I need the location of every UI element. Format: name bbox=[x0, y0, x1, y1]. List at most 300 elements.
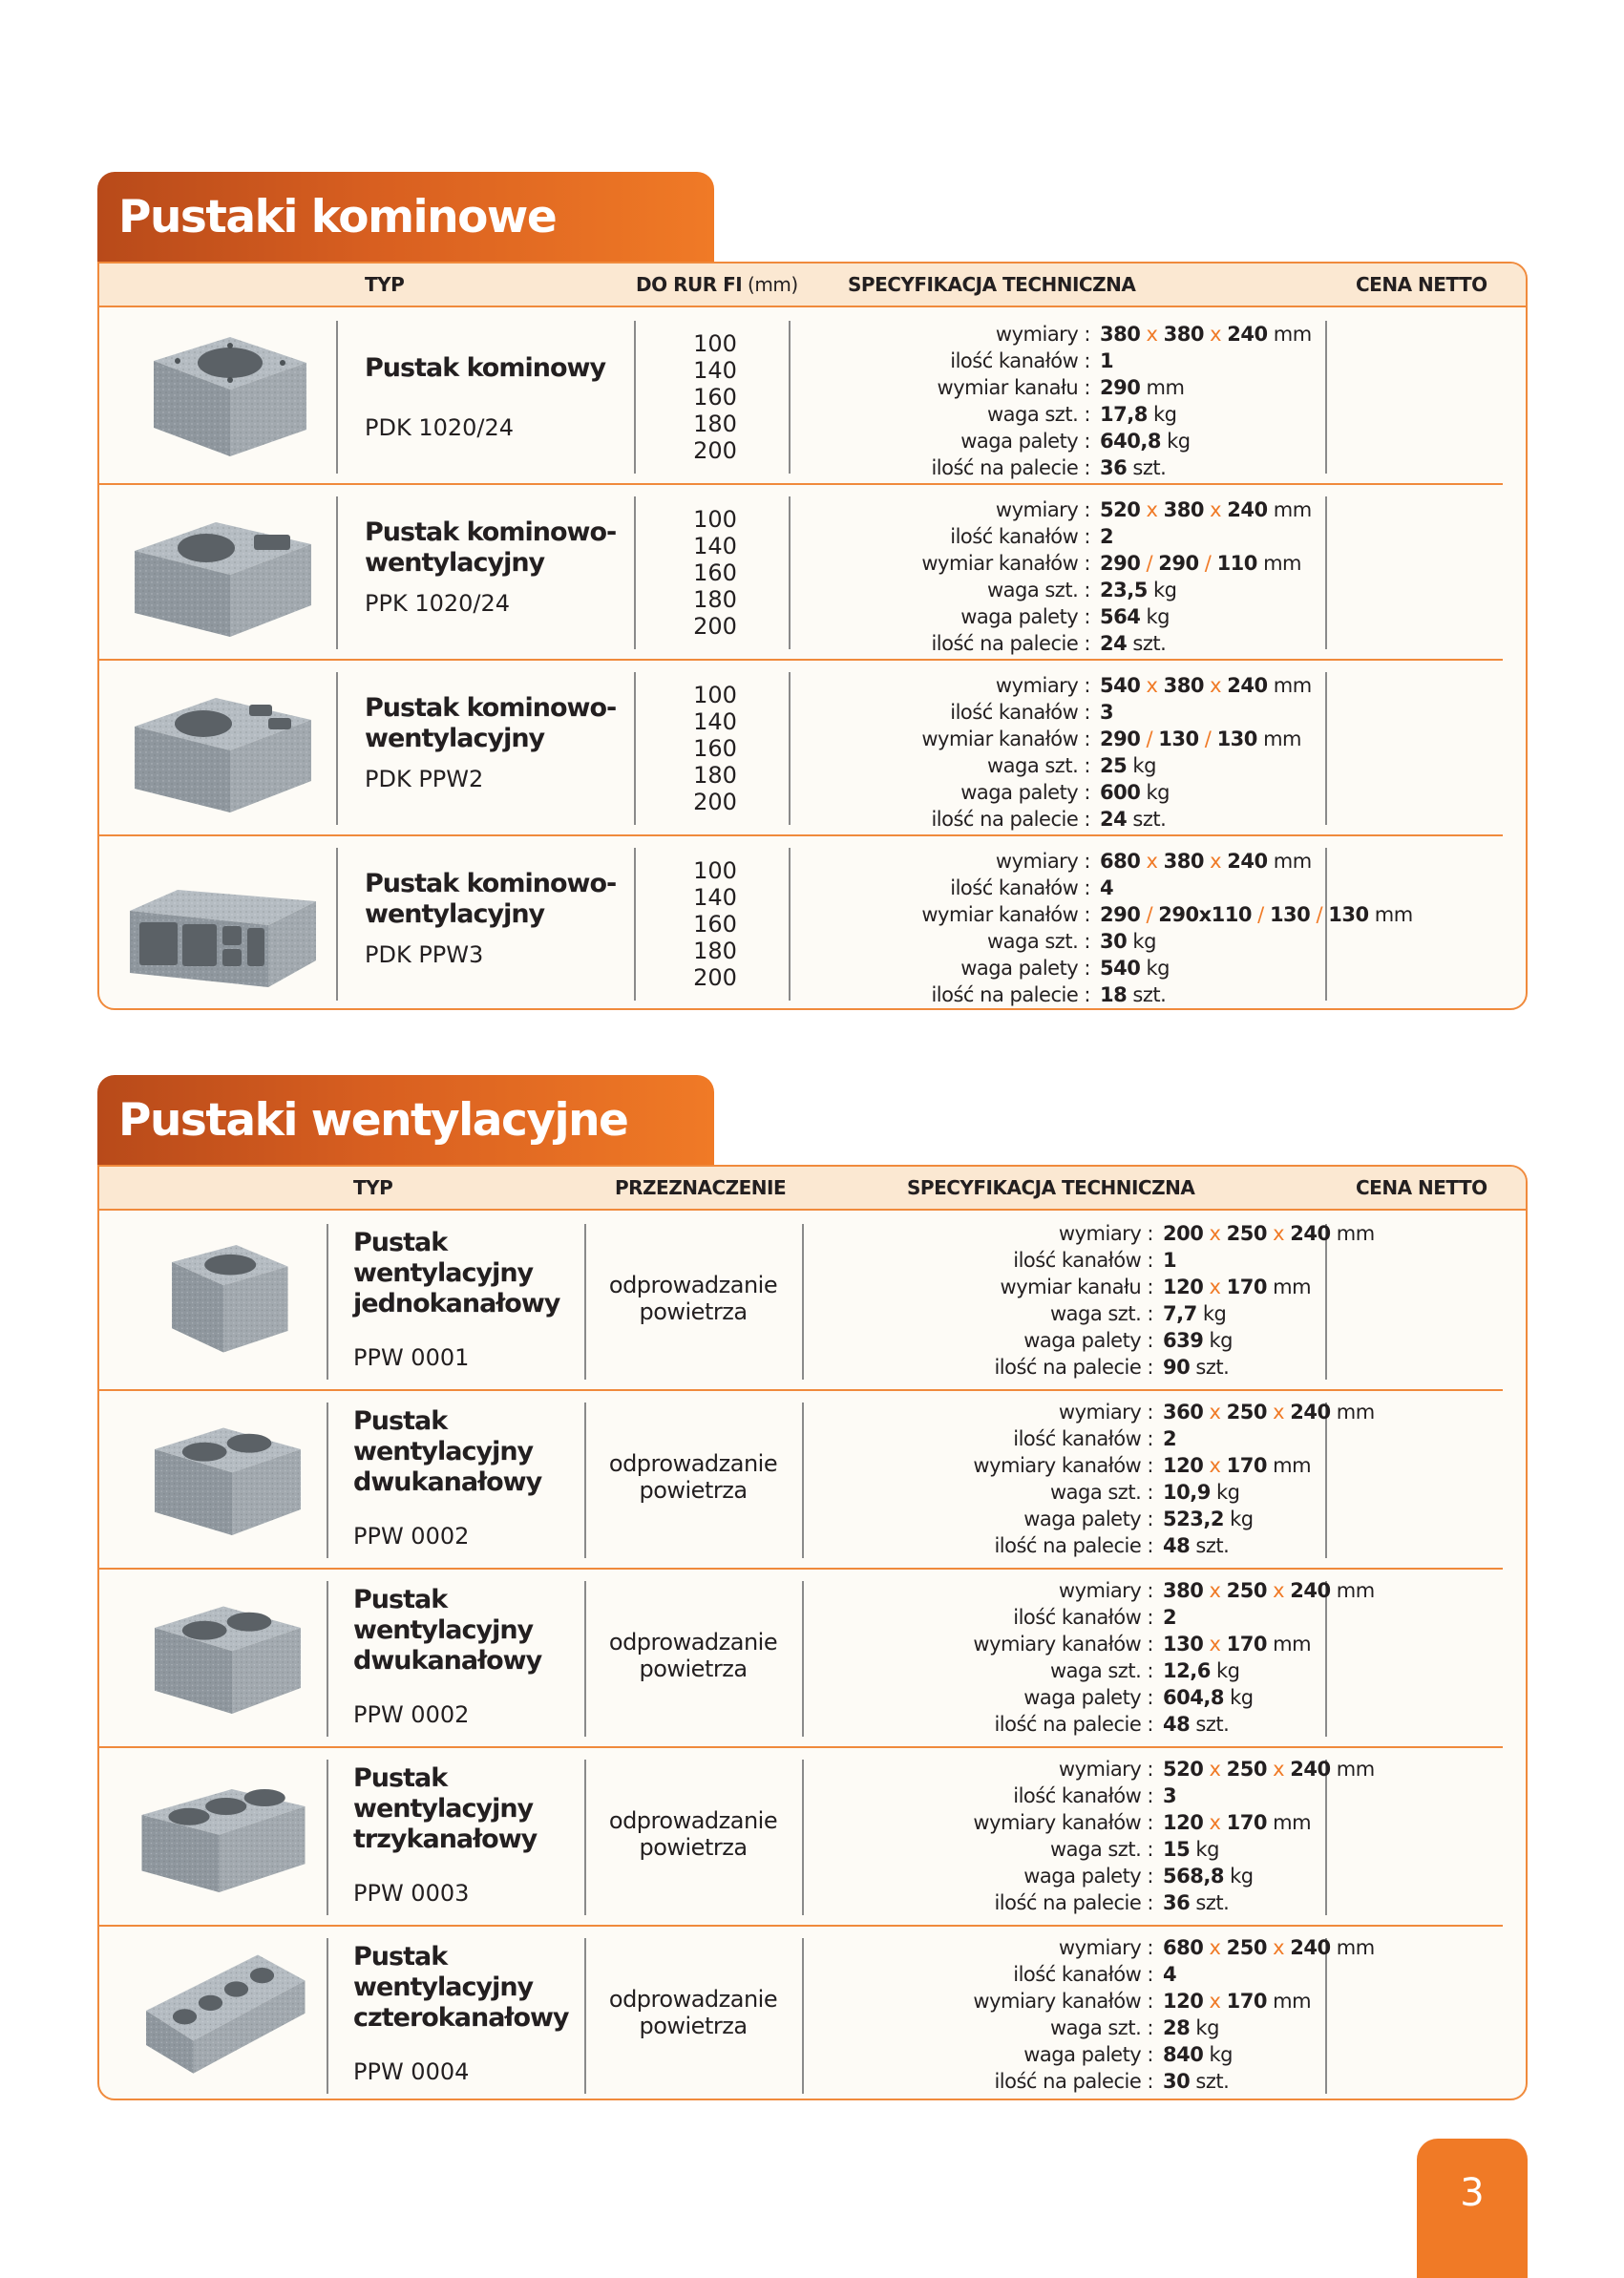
purpose-text: odprowadzanie powietrza bbox=[608, 1807, 778, 1861]
column-divider bbox=[584, 1581, 586, 1737]
spec-value-part: 639 bbox=[1163, 1329, 1204, 1352]
product-name: Pustak kominowo- wentylacyjny bbox=[365, 869, 617, 929]
spec-line bbox=[806, 1247, 1321, 1274]
spec-value-part: / bbox=[1140, 552, 1159, 575]
column-divider bbox=[802, 1938, 804, 2094]
product-image bbox=[120, 498, 321, 645]
spec-value-part: mm bbox=[1267, 850, 1312, 873]
spec-value-part: 540 bbox=[1100, 957, 1141, 980]
column-divider bbox=[327, 1938, 328, 2094]
spec-value-part: x bbox=[1266, 1758, 1291, 1781]
spec-value-part: mm bbox=[1330, 1758, 1375, 1781]
pipe-diameters: 100 140 160 180 200 bbox=[693, 682, 737, 815]
purpose-text: odprowadzanie powietrza bbox=[608, 1986, 778, 2039]
spec-value-part: 240 bbox=[1227, 323, 1268, 346]
spec-value-part: x bbox=[1203, 1936, 1227, 1959]
spec-value-part: 240 bbox=[1290, 1936, 1331, 1959]
spec-value-part: 30 bbox=[1163, 2070, 1191, 2093]
spec-value-part: 540 bbox=[1100, 674, 1141, 697]
pipe-diameters: 100 140 160 180 200 bbox=[693, 330, 737, 464]
spec-value bbox=[1163, 1354, 1229, 1381]
spec-line bbox=[806, 1782, 1321, 1809]
product-name: Pustak kominowo- wentylacyjny bbox=[365, 517, 617, 578]
product-image bbox=[137, 1230, 309, 1367]
spec-list bbox=[806, 1756, 1375, 1916]
spec-value-part: 4 bbox=[1100, 876, 1114, 899]
spec-label: wymiary : bbox=[995, 498, 1090, 521]
spec-value-part: 520 bbox=[1163, 1758, 1204, 1781]
spec-label: wymiary kanałów : bbox=[973, 1633, 1153, 1656]
spec-value-part: 290 bbox=[1100, 903, 1141, 926]
spec-value-part: 24 bbox=[1100, 632, 1128, 655]
spec-line bbox=[806, 1532, 1321, 1559]
spec-value bbox=[1100, 428, 1191, 454]
spec-value bbox=[1100, 321, 1312, 348]
spec-value-part: 90 bbox=[1163, 1356, 1191, 1379]
spec-value-part: 380 bbox=[1163, 323, 1204, 346]
spec-line bbox=[806, 1577, 1375, 1604]
spec-value bbox=[1100, 401, 1177, 428]
spec-label: ilość na palecie : bbox=[931, 983, 1090, 1006]
spec-value-part: 640,8 bbox=[1100, 430, 1161, 453]
spec-value-part: mm bbox=[1266, 1454, 1312, 1477]
spec-label: wymiary : bbox=[995, 674, 1090, 697]
spec-value-part: 200 bbox=[1163, 1222, 1204, 1245]
spec-label: wymiar kanałów : bbox=[921, 728, 1090, 750]
spec-line bbox=[768, 779, 1340, 806]
spec-value bbox=[1163, 1657, 1240, 1684]
spec-value bbox=[1163, 1452, 1311, 1479]
spec-value-part: 1 bbox=[1100, 349, 1114, 372]
spec-value-part: / bbox=[1198, 552, 1217, 575]
spec-value-part: 380 bbox=[1163, 850, 1204, 873]
section-tab bbox=[97, 172, 714, 269]
spec-value bbox=[1100, 848, 1312, 875]
spec-value-part: x bbox=[1140, 498, 1164, 521]
spec-label: ilość na palecie : bbox=[994, 1356, 1153, 1379]
column-divider bbox=[802, 1760, 804, 1915]
spec-line bbox=[806, 1604, 1321, 1631]
spec-value-part: kg bbox=[1140, 605, 1171, 628]
spec-value-part: szt. bbox=[1190, 1713, 1230, 1736]
spec-line bbox=[806, 1220, 1375, 1247]
column-divider bbox=[802, 1224, 804, 1380]
product-name: Pustak wentylacyjny dwukanałowy bbox=[353, 1406, 542, 1497]
spec-line bbox=[806, 2014, 1321, 2041]
header-price: CENA NETTO bbox=[1356, 1176, 1487, 1199]
spec-value-part: 250 bbox=[1226, 1936, 1267, 1959]
spec-value-part: 30 bbox=[1100, 930, 1128, 953]
spec-list bbox=[806, 1220, 1375, 1381]
spec-value bbox=[1100, 779, 1170, 806]
spec-value bbox=[1163, 1425, 1176, 1452]
spec-line bbox=[768, 901, 1413, 928]
spec-line bbox=[768, 699, 1340, 726]
table-row bbox=[99, 836, 1526, 1010]
spec-label: waga szt. : bbox=[1049, 1659, 1153, 1682]
product-code: PDK PPW2 bbox=[365, 766, 484, 792]
spec-value bbox=[1163, 1889, 1229, 1916]
spec-value-part: 290 bbox=[1100, 552, 1141, 575]
product-code: PDK PPW3 bbox=[365, 941, 484, 968]
spec-value-part: 120 bbox=[1163, 1276, 1204, 1298]
spec-value-part: 240 bbox=[1290, 1758, 1331, 1781]
spec-label: waga palety : bbox=[960, 957, 1090, 980]
purpose-text: odprowadzanie powietrza bbox=[608, 1272, 778, 1325]
spec-line bbox=[806, 1327, 1321, 1354]
column-divider bbox=[1325, 1224, 1327, 1380]
section-title: Pustaki wentylacyjne bbox=[118, 1094, 628, 1147]
spec-label: waga szt. : bbox=[986, 403, 1090, 426]
spec-value bbox=[1100, 875, 1113, 901]
spec-label: ilość kanałów : bbox=[950, 525, 1090, 548]
product-code: PPW 0002 bbox=[353, 1523, 470, 1550]
spec-value-part: 24 bbox=[1100, 808, 1128, 831]
spec-value-part: szt. bbox=[1127, 808, 1167, 831]
spec-value bbox=[1163, 1220, 1375, 1247]
spec-value-part: x bbox=[1203, 1276, 1227, 1298]
section-title: Pustaki kominowe bbox=[118, 191, 557, 243]
spec-value-part: 240 bbox=[1290, 1579, 1331, 1602]
product-name: Pustak wentylacyjny jednokanałowy bbox=[353, 1228, 560, 1318]
spec-label: wymiary : bbox=[1058, 1579, 1153, 1602]
spec-list bbox=[768, 496, 1340, 657]
spec-value bbox=[1163, 1934, 1375, 1961]
product-code: PDK 1020/24 bbox=[365, 414, 515, 441]
header-price: CENA NETTO bbox=[1356, 273, 1487, 296]
spec-value-part: 120 bbox=[1163, 1811, 1204, 1834]
spec-value-part: x bbox=[1203, 1454, 1227, 1477]
header-pipes-unit: (mm) bbox=[742, 273, 798, 296]
spec-line bbox=[806, 1711, 1321, 1738]
spec-value-part: mm bbox=[1267, 498, 1312, 521]
spec-value-part: / bbox=[1252, 903, 1270, 926]
header-typ: TYP bbox=[353, 1176, 393, 1199]
spec-value-part: szt. bbox=[1127, 456, 1167, 479]
spec-line bbox=[768, 752, 1340, 779]
spec-value-part: mm bbox=[1330, 1579, 1375, 1602]
spec-label: waga palety : bbox=[960, 781, 1090, 804]
spec-line bbox=[768, 428, 1340, 454]
spec-line bbox=[806, 1684, 1321, 1711]
spec-value-part: 110 bbox=[1216, 552, 1257, 575]
product-name: Pustak wentylacyjny czterokanałowy bbox=[353, 1942, 569, 2033]
spec-value-part: 17,8 bbox=[1100, 403, 1148, 426]
spec-label: ilość na palecie : bbox=[931, 808, 1090, 831]
spec-value-part: mm bbox=[1330, 1401, 1375, 1424]
spec-value-part: 12,6 bbox=[1163, 1659, 1211, 1682]
column-divider bbox=[634, 496, 636, 649]
spec-label: wymiary : bbox=[995, 850, 1090, 873]
spec-value-part: 290x110 bbox=[1158, 903, 1252, 926]
spec-line bbox=[768, 981, 1340, 1008]
spec-line bbox=[806, 1399, 1375, 1425]
spec-value bbox=[1100, 955, 1170, 981]
spec-line bbox=[768, 496, 1340, 523]
spec-value-part: 10,9 bbox=[1163, 1481, 1211, 1504]
spec-value-part: 170 bbox=[1226, 1276, 1267, 1298]
spec-value-part: x bbox=[1203, 674, 1228, 697]
spec-value bbox=[1163, 1274, 1311, 1300]
header-typ: TYP bbox=[365, 273, 405, 296]
spec-value-part: 36 bbox=[1100, 456, 1128, 479]
spec-list bbox=[768, 848, 1413, 1008]
spec-value-part: mm bbox=[1330, 1936, 1375, 1959]
spec-value bbox=[1163, 1577, 1375, 1604]
spec-line bbox=[768, 875, 1340, 901]
table-row bbox=[99, 1570, 1526, 1748]
header-pipes bbox=[636, 264, 798, 306]
spec-line bbox=[806, 1889, 1321, 1916]
spec-value-part: szt. bbox=[1190, 1356, 1230, 1379]
spec-value-part: 48 bbox=[1163, 1534, 1191, 1557]
spec-value-part: kg bbox=[1203, 1329, 1234, 1352]
spec-value-part: x bbox=[1203, 1401, 1227, 1424]
table-row bbox=[99, 1927, 1526, 2100]
spec-value-part: 523,2 bbox=[1163, 1508, 1224, 1530]
spec-value-part: 170 bbox=[1226, 1454, 1267, 1477]
spec-label: wymiary : bbox=[1058, 1401, 1153, 1424]
header-purpose: PRZEZNACZENIE bbox=[615, 1176, 787, 1199]
spec-value-part: mm bbox=[1266, 1990, 1312, 2013]
product-image bbox=[120, 674, 321, 821]
table-row bbox=[99, 485, 1526, 661]
spec-value-part: x bbox=[1266, 1222, 1291, 1245]
spec-value-part: 380 bbox=[1163, 498, 1204, 521]
spec-line bbox=[768, 672, 1340, 699]
spec-value-part: 520 bbox=[1100, 498, 1141, 521]
spec-value bbox=[1163, 1300, 1226, 1327]
spec-value-part: 18 bbox=[1100, 983, 1128, 1006]
spec-value-part: x bbox=[1266, 1936, 1291, 1959]
spec-value bbox=[1163, 1506, 1254, 1532]
spec-value bbox=[1100, 454, 1166, 481]
spec-value-part: mm bbox=[1267, 674, 1312, 697]
spec-value-part: 120 bbox=[1163, 1990, 1204, 2013]
spec-value-part: 130 bbox=[1158, 728, 1199, 750]
spec-value bbox=[1163, 1988, 1311, 2014]
spec-line bbox=[768, 550, 1340, 577]
spec-value-part: kg bbox=[1223, 1865, 1254, 1888]
spec-line bbox=[768, 523, 1340, 550]
product-image bbox=[137, 1408, 309, 1546]
spec-label: wymiary : bbox=[995, 323, 1090, 346]
spec-line bbox=[806, 1809, 1321, 1836]
product-code: PPW 0003 bbox=[353, 1880, 470, 1907]
column-divider bbox=[327, 1581, 328, 1737]
spec-value-part: mm bbox=[1266, 1811, 1312, 1834]
product-name: Pustak wentylacyjny dwukanałowy bbox=[353, 1585, 542, 1676]
spec-line bbox=[768, 726, 1340, 752]
spec-line bbox=[768, 321, 1340, 348]
spec-value-part: x bbox=[1203, 498, 1228, 521]
spec-value bbox=[1163, 1863, 1254, 1889]
spec-value bbox=[1163, 1684, 1254, 1711]
spec-label: ilość na palecie : bbox=[931, 632, 1090, 655]
spec-label: ilość kanałów : bbox=[1013, 1784, 1153, 1807]
table-row bbox=[99, 661, 1526, 836]
product-name: Pustak wentylacyjny trzykanałowy bbox=[353, 1763, 538, 1854]
spec-value-part: 48 bbox=[1163, 1713, 1191, 1736]
column-divider bbox=[634, 321, 636, 474]
column-divider bbox=[336, 672, 338, 825]
spec-value-part: kg bbox=[1140, 957, 1171, 980]
spec-value bbox=[1100, 348, 1113, 374]
spec-value bbox=[1100, 603, 1170, 630]
spec-value-part: 170 bbox=[1226, 1633, 1267, 1656]
spec-value bbox=[1163, 1809, 1311, 1836]
spec-label: ilość kanałów : bbox=[950, 349, 1090, 372]
spec-label: ilość kanałów : bbox=[950, 876, 1090, 899]
spec-value-part: kg bbox=[1190, 1838, 1219, 1861]
spec-value bbox=[1100, 726, 1301, 752]
spec-label: waga palety : bbox=[960, 605, 1090, 628]
spec-value-part: kg bbox=[1223, 1508, 1254, 1530]
spec-line bbox=[806, 1631, 1321, 1657]
product-name: Pustak kominowo- wentylacyjny bbox=[365, 693, 617, 753]
spec-value-part: 840 bbox=[1163, 2043, 1204, 2066]
column-divider bbox=[327, 1224, 328, 1380]
spec-value-part: mm bbox=[1330, 1222, 1375, 1245]
table-header bbox=[99, 264, 1526, 307]
spec-value-part: 240 bbox=[1227, 674, 1268, 697]
spec-value-part: mm bbox=[1256, 728, 1301, 750]
table-row bbox=[99, 1748, 1526, 1927]
spec-list bbox=[806, 1399, 1375, 1559]
column-divider bbox=[327, 1403, 328, 1558]
spec-value-part: / bbox=[1140, 903, 1159, 926]
spec-label: waga palety : bbox=[1023, 1508, 1153, 1530]
spec-value-part: / bbox=[1198, 728, 1217, 750]
spec-value bbox=[1163, 1532, 1229, 1559]
spec-value bbox=[1100, 901, 1413, 928]
column-divider bbox=[327, 1760, 328, 1915]
spec-label: waga szt. : bbox=[1049, 1481, 1153, 1504]
column-divider bbox=[1325, 1760, 1327, 1915]
product-image bbox=[137, 1944, 309, 2081]
spec-value bbox=[1100, 550, 1301, 577]
spec-value-part: kg bbox=[1127, 930, 1156, 953]
product-image bbox=[137, 1765, 309, 1903]
spec-line bbox=[806, 1988, 1321, 2014]
header-spec: SPECYFIKACJA TECHNICZNA bbox=[907, 1176, 1195, 1199]
spec-value-part: 7,7 bbox=[1163, 1302, 1197, 1325]
spec-line bbox=[806, 1300, 1321, 1327]
spec-value-part: x bbox=[1266, 1579, 1291, 1602]
spec-value-part: kg bbox=[1147, 579, 1177, 601]
spec-value-part: kg bbox=[1127, 754, 1156, 777]
spec-label: ilość na palecie : bbox=[931, 456, 1090, 479]
pipe-diameters: 100 140 160 180 200 bbox=[693, 857, 737, 991]
spec-value bbox=[1163, 1836, 1219, 1863]
spec-value-part: x bbox=[1203, 323, 1228, 346]
spec-value-part: kg bbox=[1196, 1302, 1227, 1325]
spec-value-part: 380 bbox=[1100, 323, 1141, 346]
spec-value-part: 568,8 bbox=[1163, 1865, 1224, 1888]
column-divider bbox=[802, 1403, 804, 1558]
product-table bbox=[97, 1165, 1528, 2100]
column-divider bbox=[584, 1403, 586, 1558]
spec-line bbox=[806, 1274, 1321, 1300]
column-divider bbox=[1325, 1581, 1327, 1737]
spec-value-part: 3 bbox=[1100, 701, 1114, 724]
spec-label: ilość na palecie : bbox=[994, 1713, 1153, 1736]
column-divider bbox=[634, 672, 636, 825]
spec-value-part: 240 bbox=[1227, 498, 1268, 521]
table-row bbox=[99, 309, 1526, 485]
spec-value bbox=[1100, 672, 1312, 699]
page-number-tab bbox=[1417, 2139, 1528, 2278]
spec-label: waga szt. : bbox=[1049, 1838, 1153, 1861]
spec-label: wymiar kanałów : bbox=[921, 552, 1090, 575]
spec-value-part: 680 bbox=[1163, 1936, 1204, 1959]
section-tab bbox=[97, 1075, 714, 1172]
spec-value-part: x bbox=[1203, 1758, 1227, 1781]
spec-value-part: x bbox=[1203, 1579, 1227, 1602]
spec-value-part: 250 bbox=[1226, 1579, 1267, 1602]
spec-value-part: 130 bbox=[1328, 903, 1369, 926]
spec-value-part: 250 bbox=[1226, 1222, 1267, 1245]
spec-value-part: 4 bbox=[1163, 1963, 1177, 1986]
spec-line bbox=[806, 2068, 1321, 2095]
spec-value-part: 380 bbox=[1163, 674, 1204, 697]
spec-label: wymiar kanału : bbox=[1000, 1276, 1153, 1298]
spec-line bbox=[806, 1354, 1321, 1381]
spec-list bbox=[806, 1577, 1375, 1738]
spec-label: wymiary kanałów : bbox=[973, 1990, 1153, 2013]
spec-value-part: kg bbox=[1203, 2043, 1234, 2066]
spec-label: ilość na palecie : bbox=[994, 2070, 1153, 2093]
spec-label: ilość kanałów : bbox=[1013, 1606, 1153, 1629]
spec-line bbox=[768, 401, 1340, 428]
spec-value-part: szt. bbox=[1127, 632, 1167, 655]
spec-value-part: mm bbox=[1267, 323, 1312, 346]
column-divider bbox=[634, 848, 636, 1001]
column-divider bbox=[584, 1224, 586, 1380]
spec-value-part: kg bbox=[1210, 1659, 1240, 1682]
spec-value-part: / bbox=[1310, 903, 1329, 926]
pipe-diameters: 100 140 160 180 200 bbox=[693, 506, 737, 640]
spec-label: wymiar kanałów : bbox=[921, 903, 1090, 926]
spec-value-part: kg bbox=[1190, 2016, 1219, 2039]
spec-value bbox=[1163, 1604, 1176, 1631]
spec-value bbox=[1163, 1631, 1311, 1657]
page-number: 3 bbox=[1460, 2171, 1485, 2215]
spec-value bbox=[1163, 2014, 1219, 2041]
spec-label: waga palety : bbox=[1023, 2043, 1153, 2066]
spec-line bbox=[806, 1452, 1321, 1479]
spec-value bbox=[1163, 2068, 1229, 2095]
column-divider bbox=[1325, 1403, 1327, 1558]
spec-label: ilość kanałów : bbox=[1013, 1427, 1153, 1450]
spec-value bbox=[1100, 928, 1156, 955]
spec-value bbox=[1100, 806, 1166, 833]
table-row bbox=[99, 1213, 1526, 1391]
spec-line bbox=[768, 848, 1340, 875]
spec-value-part: mm bbox=[1256, 552, 1301, 575]
spec-value-part: x bbox=[1203, 850, 1228, 873]
spec-line bbox=[768, 630, 1340, 657]
table-row bbox=[99, 1391, 1526, 1570]
spec-value-part: 25 bbox=[1100, 754, 1128, 777]
spec-label: waga szt. : bbox=[1049, 1302, 1153, 1325]
spec-label: wymiar kanału : bbox=[937, 376, 1090, 399]
spec-value-part: 1 bbox=[1163, 1249, 1177, 1272]
spec-value-part: szt. bbox=[1127, 983, 1167, 1006]
spec-value-part: 290 bbox=[1100, 728, 1141, 750]
spec-line bbox=[806, 1657, 1321, 1684]
spec-value-part: 290 bbox=[1158, 552, 1199, 575]
